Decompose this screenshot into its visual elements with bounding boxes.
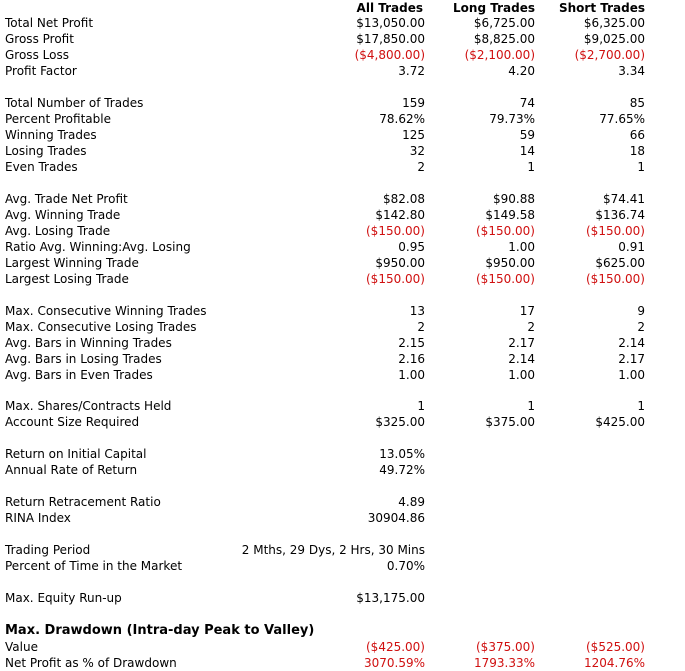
row-label: Avg. Bars in Winning Trades (5, 336, 172, 350)
stat-row (0, 510, 685, 526)
value-short: 85 (629, 96, 645, 110)
value-all: 1 (417, 399, 425, 413)
row-label: Gross Profit (5, 32, 74, 46)
value-long: 1793.33% (473, 656, 535, 670)
value-long: 1.00 (508, 368, 535, 382)
drawdown-percent-row (0, 655, 685, 671)
stat-row (0, 15, 685, 31)
row-label: Largest Winning Trade (5, 256, 139, 270)
stat-row (0, 367, 685, 383)
row-label: Avg. Bars in Losing Trades (5, 352, 162, 366)
stat-row (0, 542, 685, 558)
value-long: ($150.00) (476, 224, 535, 238)
value-long: 74 (519, 96, 535, 110)
value-short: 66 (629, 128, 645, 142)
stat-row (0, 207, 685, 223)
value-all: 3070.59% (363, 656, 425, 670)
row-label: Avg. Bars in Even Trades (5, 368, 153, 382)
header-all-trades: All Trades (356, 1, 423, 15)
column-header-row (0, 0, 685, 16)
stat-row (0, 111, 685, 127)
row-label: Value (5, 640, 38, 654)
value-all: 2 (417, 160, 425, 174)
value-all: $13,175.00 (356, 591, 425, 605)
row-label: Return Retracement Ratio (5, 495, 161, 509)
value-long: 1.00 (508, 240, 535, 254)
row-label: Avg. Trade Net Profit (5, 192, 128, 206)
stat-row (0, 159, 685, 175)
value-long: 1 (527, 160, 535, 174)
row-label: RINA Index (5, 511, 71, 525)
value-short: ($2,700.00) (574, 48, 645, 62)
value-all: 3.72 (398, 64, 425, 78)
value-long: $375.00 (485, 415, 535, 429)
value-short: 2 (637, 320, 645, 334)
value-short: 77.65% (599, 112, 645, 126)
stat-row (0, 462, 685, 478)
stat-row (0, 95, 685, 111)
value-all: 49.72% (379, 463, 425, 477)
stat-row (0, 31, 685, 47)
value-all: ($150.00) (366, 224, 425, 238)
value-all: 159 (402, 96, 425, 110)
value-short: $136.74 (595, 208, 645, 222)
value-all: 2.16 (398, 352, 425, 366)
value-short: $6,325.00 (583, 16, 645, 30)
value-all: $325.00 (375, 415, 425, 429)
value-long: 59 (519, 128, 535, 142)
value-all: 1.00 (398, 368, 425, 382)
row-label: Trading Period (5, 543, 91, 557)
stat-row (0, 303, 685, 319)
stat-row (0, 494, 685, 510)
value-short: 1.00 (618, 368, 645, 382)
header-short-trades: Short Trades (558, 1, 645, 15)
value-long: $149.58 (485, 208, 535, 222)
stat-row (0, 63, 685, 79)
value-all: 32 (409, 144, 425, 158)
value-long: $6,725.00 (473, 16, 535, 30)
row-label: Max. Consecutive Losing Trades (5, 320, 197, 334)
drawdown-value-row (0, 639, 685, 655)
value-long: 1 (527, 399, 535, 413)
row-label: Max. Shares/Contracts Held (5, 399, 172, 413)
value-short: 2.17 (618, 352, 645, 366)
row-label: Account Size Required (5, 415, 140, 429)
value-long: 2.17 (508, 336, 535, 350)
value-all: 125 (402, 128, 425, 142)
value-all: $13,050.00 (356, 16, 425, 30)
value-all: 0.70% (386, 559, 425, 573)
row-label: Avg. Winning Trade (5, 208, 121, 222)
row-label: Percent of Time in the Market (5, 559, 183, 573)
value-long: 17 (519, 304, 535, 318)
value-short: $9,025.00 (583, 32, 645, 46)
value-long: $8,825.00 (473, 32, 535, 46)
value-all: 2 Mths, 29 Dys, 2 Hrs, 30 Mins (241, 543, 425, 557)
value-long: 2.14 (508, 352, 535, 366)
stat-row (0, 191, 685, 207)
value-short: 1204.76% (583, 656, 645, 670)
row-label: Profit Factor (5, 64, 77, 78)
value-long: 4.20 (508, 64, 535, 78)
row-label: Return on Initial Capital (5, 447, 147, 461)
value-all: 13.05% (379, 447, 425, 461)
value-short: $74.41 (603, 192, 645, 206)
value-all: 2 (417, 320, 425, 334)
stat-row (0, 398, 685, 414)
value-long: ($375.00) (476, 640, 535, 654)
value-all: 13 (409, 304, 425, 318)
value-long: $950.00 (485, 256, 535, 270)
value-all: ($150.00) (366, 272, 425, 286)
value-all: ($425.00) (366, 640, 425, 654)
value-all: 0.95 (398, 240, 425, 254)
stat-row (0, 127, 685, 143)
value-all: $950.00 (375, 256, 425, 270)
value-long: 14 (519, 144, 535, 158)
stat-row (0, 239, 685, 255)
stat-row (0, 223, 685, 239)
row-label: Net Profit as % of Drawdown (5, 656, 177, 670)
value-short: 18 (629, 144, 645, 158)
value-short: 9 (637, 304, 645, 318)
row-label: Largest Losing Trade (5, 272, 129, 286)
stat-row (0, 271, 685, 287)
value-long: $90.88 (493, 192, 535, 206)
value-all: $142.80 (375, 208, 425, 222)
row-label: Gross Loss (5, 48, 69, 62)
value-all: $82.08 (383, 192, 425, 206)
value-long: 79.73% (489, 112, 535, 126)
row-label: Annual Rate of Return (5, 463, 138, 477)
value-short: ($525.00) (586, 640, 645, 654)
value-short: 3.34 (618, 64, 645, 78)
stat-row (0, 335, 685, 351)
value-short: ($150.00) (586, 272, 645, 286)
value-short: 2.14 (618, 336, 645, 350)
value-short: $625.00 (595, 256, 645, 270)
value-short: 1 (637, 399, 645, 413)
value-short: 0.91 (618, 240, 645, 254)
value-long: ($2,100.00) (464, 48, 535, 62)
value-all: 30904.86 (367, 511, 425, 525)
row-label: Max. Consecutive Winning Trades (5, 304, 207, 318)
value-all: ($4,800.00) (354, 48, 425, 62)
stat-row (0, 47, 685, 63)
drawdown-section-title (0, 623, 685, 639)
row-label: Percent Profitable (5, 112, 111, 126)
row-label: Even Trades (5, 160, 78, 174)
value-all: 78.62% (379, 112, 425, 126)
stat-row (0, 143, 685, 159)
row-label: Max. Equity Run-up (5, 591, 122, 605)
row-label: Total Net Profit (5, 16, 94, 30)
value-all: $17,850.00 (356, 32, 425, 46)
drawdown-title: Max. Drawdown (Intra-day Peak to Valley) (5, 623, 315, 638)
row-label: Losing Trades (5, 144, 87, 158)
value-long: 2 (527, 320, 535, 334)
value-short: ($150.00) (586, 224, 645, 238)
stat-row (0, 590, 685, 606)
row-label: Total Number of Trades (5, 96, 144, 110)
value-short: $425.00 (595, 415, 645, 429)
row-label: Avg. Losing Trade (5, 224, 111, 238)
row-label: Winning Trades (5, 128, 97, 142)
stat-row (0, 319, 685, 335)
row-label: Ratio Avg. Winning:Avg. Losing (5, 240, 191, 254)
value-all: 4.89 (398, 495, 425, 509)
stat-row (0, 558, 685, 574)
header-long-trades: Long Trades (453, 1, 535, 15)
stat-row (0, 255, 685, 271)
value-short: 1 (637, 160, 645, 174)
stat-row (0, 446, 685, 462)
stat-row (0, 414, 685, 430)
value-long: ($150.00) (476, 272, 535, 286)
stat-row (0, 351, 685, 367)
value-all: 2.15 (398, 336, 425, 350)
